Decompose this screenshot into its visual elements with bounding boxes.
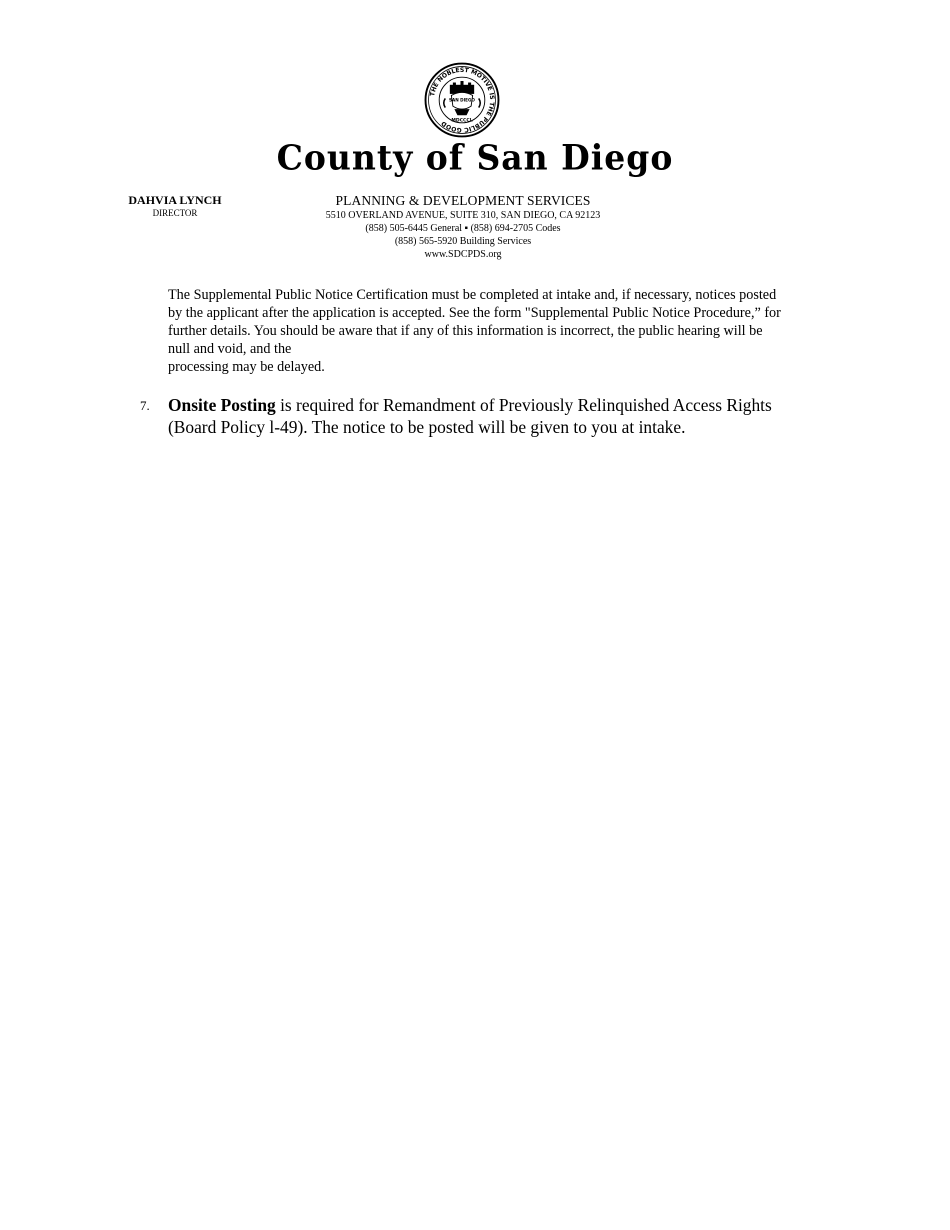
seal-year: MDCCCL: [451, 118, 473, 124]
paragraph-line: null and void, and the: [168, 341, 292, 357]
seal-motto: THE NOBLEST MOTIVE IS THE PUBLIC GOOD: [429, 66, 496, 134]
paragraph-line: processing may be delayed.: [168, 359, 325, 375]
list-item-line1: is required for Remandment of Previously Relinquished Access Rights: [275, 395, 772, 415]
list-item-bold-lead: Onsite Posting: [168, 395, 276, 415]
paragraph-line: The Supplemental Public Notice Certification must be completed at intake and, if necessary, notices posted: [168, 287, 777, 303]
director-title: DIRECTOR: [152, 208, 198, 218]
department-phones: (858) 505-6445 General ▪ (858) 694-2705 Codes: [365, 223, 561, 234]
department-building-phone: (858) 565-5920 Building Services: [394, 236, 532, 247]
director-name: DAHVIA LYNCH: [128, 193, 222, 207]
county-title: County of San Diego: [276, 137, 674, 178]
department-website: www.SDCPDS.org: [424, 249, 502, 260]
department-address: 5510 OVERLAND AVENUE, SUITE 310, SAN DIEGO, CA 92123: [325, 210, 601, 221]
department-name: PLANNING & DEVELOPMENT SERVICES: [335, 193, 591, 208]
director-block: [100, 193, 250, 219]
list-item-number: 7.: [140, 398, 150, 413]
paragraph-line: further details. You should be aware that if any of this information is incorrect, the public hearing will be: [168, 323, 763, 339]
supplemental-notice-paragraph: [168, 286, 848, 376]
paragraph-line: by the applicant after the application is accepted. See the form "Supplemental Public Notice Procedure,” for: [168, 305, 781, 321]
department-block: [290, 192, 636, 261]
county-seal-icon: [424, 62, 500, 138]
seal-center-text: SAN DIEGO: [449, 97, 475, 103]
list-item-line2: (Board Policy l-49). The notice to be posted will be given to you at intake.: [168, 417, 686, 437]
list-item-text: [168, 394, 848, 438]
